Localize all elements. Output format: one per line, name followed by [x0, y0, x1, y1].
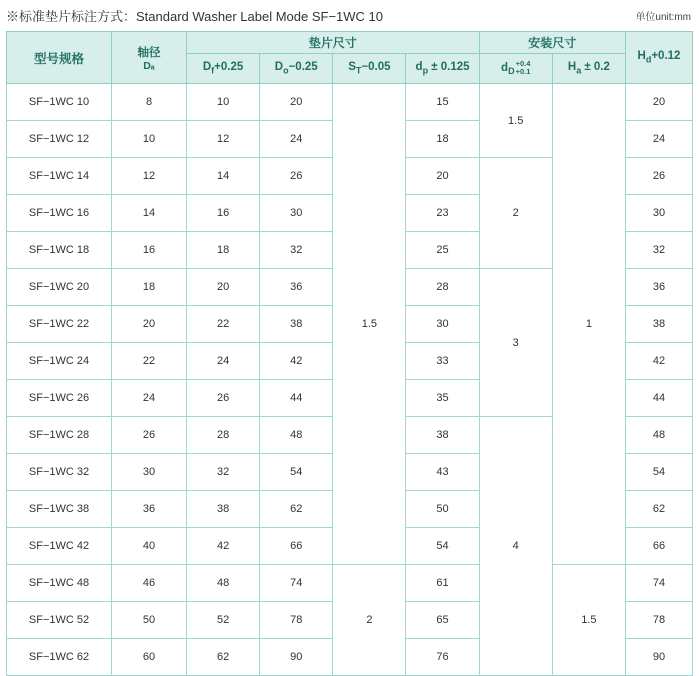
- cell-model: SF−1WC 14: [7, 158, 112, 195]
- cell-do: 38: [260, 306, 333, 343]
- cell-hd: 32: [626, 232, 693, 269]
- cell-df: 38: [187, 491, 260, 528]
- col-header-shaft-diameter-label: 轴径: [137, 46, 161, 59]
- cell-dp: 20: [406, 158, 479, 195]
- cell-df: 52: [187, 602, 260, 639]
- cell-model: SF−1WC 24: [7, 343, 112, 380]
- col-header-do-tolerance: −0.25: [288, 61, 318, 74]
- col-header-st-tolerance: −0.05: [361, 61, 391, 74]
- col-header-ha-subscript: a: [576, 65, 582, 76]
- table-body: [7, 84, 693, 676]
- cell-df: 18: [187, 232, 260, 269]
- cell-do: 44: [260, 380, 333, 417]
- col-header-df-subscript: f: [211, 65, 215, 76]
- cell-df: 62: [187, 639, 260, 676]
- cell-do: 48: [260, 417, 333, 454]
- cell-dp: 25: [406, 232, 479, 269]
- cell-dp: 50: [406, 491, 479, 528]
- cell-hd: 30: [626, 195, 693, 232]
- washer-spec-table: [6, 31, 693, 676]
- cell-dd: 3: [479, 269, 552, 417]
- cell-shaft-diameter: 20: [112, 306, 187, 343]
- cell-dp: 35: [406, 380, 479, 417]
- cell-do: 32: [260, 232, 333, 269]
- cell-do: 90: [260, 639, 333, 676]
- cell-hd: 24: [626, 121, 693, 158]
- cell-shaft-diameter: 24: [112, 380, 187, 417]
- cell-hd: 26: [626, 158, 693, 195]
- cell-dd: 2: [479, 158, 552, 269]
- cell-hd: 74: [626, 565, 693, 602]
- cell-model: SF−1WC 32: [7, 454, 112, 491]
- col-header-dd-tolerance: [516, 60, 531, 76]
- cell-st: 2: [333, 565, 406, 676]
- cell-model: SF−1WC 52: [7, 602, 112, 639]
- col-header-dd: [479, 54, 552, 84]
- cell-shaft-diameter: 16: [112, 232, 187, 269]
- cell-do: 20: [260, 84, 333, 121]
- col-header-st: [333, 54, 406, 84]
- col-header-dp-tolerance: ± 0.125: [431, 61, 470, 74]
- cell-do: 78: [260, 602, 333, 639]
- cell-do: 42: [260, 343, 333, 380]
- col-header-df: [187, 54, 260, 84]
- col-header-dd-tolerance-upper: +0.4: [515, 59, 531, 69]
- cell-do: 24: [260, 121, 333, 158]
- col-header-ha: [552, 54, 625, 84]
- table-row: [7, 565, 693, 602]
- col-header-do: [260, 54, 333, 84]
- cell-shaft-diameter: 30: [112, 454, 187, 491]
- header-row-groups: [7, 32, 693, 54]
- cell-df: 12: [187, 121, 260, 158]
- cell-shaft-diameter: 46: [112, 565, 187, 602]
- cell-hd: 90: [626, 639, 693, 676]
- cell-df: 42: [187, 528, 260, 565]
- cell-shaft-diameter: 14: [112, 195, 187, 232]
- col-header-washer-dimensions: 垫片尺寸: [187, 32, 480, 54]
- unit-note: 单位unit:mm: [635, 12, 691, 23]
- cell-df: 14: [187, 158, 260, 195]
- cell-df: 22: [187, 306, 260, 343]
- cell-dp: 65: [406, 602, 479, 639]
- cell-shaft-diameter: 36: [112, 491, 187, 528]
- col-header-df-symbol: D: [202, 61, 212, 74]
- cell-model: SF−1WC 28: [7, 417, 112, 454]
- cell-do: 30: [260, 195, 333, 232]
- cell-model: SF−1WC 22: [7, 306, 112, 343]
- table-row: [7, 84, 693, 121]
- cell-model: SF−1WC 26: [7, 380, 112, 417]
- col-header-hd-subscript: d: [645, 54, 652, 65]
- cell-shaft-diameter: 22: [112, 343, 187, 380]
- page-title: ※标准垫片标注方式：Standard Washer Label Mode SF−1WC 10: [6, 9, 384, 24]
- cell-dp: 38: [406, 417, 479, 454]
- cell-hd: 54: [626, 454, 693, 491]
- cell-df: 28: [187, 417, 260, 454]
- cell-df: 20: [187, 269, 260, 306]
- cell-dp: 15: [406, 84, 479, 121]
- col-header-dd-symbol: d: [501, 62, 509, 75]
- cell-shaft-diameter: 26: [112, 417, 187, 454]
- cell-dd: 4: [479, 417, 552, 676]
- col-header-ha-tolerance: ± 0.2: [584, 61, 610, 74]
- cell-df: 48: [187, 565, 260, 602]
- cell-model: SF−1WC 16: [7, 195, 112, 232]
- cell-ha: 1: [552, 84, 625, 565]
- cell-dp: 43: [406, 454, 479, 491]
- col-header-st-subscript: T: [355, 65, 362, 76]
- cell-shaft-diameter: 40: [112, 528, 187, 565]
- cell-dp: 28: [406, 269, 479, 306]
- col-header-st-symbol: S: [348, 61, 356, 74]
- cell-shaft-diameter: 10: [112, 121, 187, 158]
- cell-model: SF−1WC 20: [7, 269, 112, 306]
- cell-shaft-diameter: 18: [112, 269, 187, 306]
- cell-dp: 30: [406, 306, 479, 343]
- col-header-dp: [406, 54, 479, 84]
- col-header-dp-subscript: p: [422, 65, 429, 76]
- cell-dp: 61: [406, 565, 479, 602]
- col-header-df-tolerance: +0.25: [214, 61, 244, 74]
- cell-hd: 48: [626, 417, 693, 454]
- cell-hd: 66: [626, 528, 693, 565]
- col-header-dp-symbol: d: [415, 61, 423, 74]
- cell-hd: 78: [626, 602, 693, 639]
- cell-dd: 1.5: [479, 84, 552, 158]
- col-header-model: 型号规格: [7, 32, 112, 84]
- col-header-dd-tolerance-lower: +0.1: [515, 67, 531, 77]
- col-header-install-dimensions: 安装尺寸: [479, 32, 625, 54]
- cell-shaft-diameter: 8: [112, 84, 187, 121]
- cell-do: 54: [260, 454, 333, 491]
- cell-dp: 54: [406, 528, 479, 565]
- cell-df: 10: [187, 84, 260, 121]
- cell-hd: 20: [626, 84, 693, 121]
- cell-st: 1.5: [333, 84, 406, 565]
- cell-model: SF−1WC 38: [7, 491, 112, 528]
- cell-df: 26: [187, 380, 260, 417]
- cell-hd: 62: [626, 491, 693, 528]
- col-header-dd-subscript: D: [508, 66, 515, 77]
- cell-shaft-diameter: 50: [112, 602, 187, 639]
- cell-df: 16: [187, 195, 260, 232]
- cell-do: 26: [260, 158, 333, 195]
- col-header-shaft-diameter-symbol: Dₐ: [143, 59, 155, 72]
- cell-model: SF−1WC 42: [7, 528, 112, 565]
- col-header-shaft-diameter: [112, 32, 187, 84]
- cell-model: SF−1WC 10: [7, 84, 112, 121]
- cell-do: 74: [260, 565, 333, 602]
- cell-hd: 38: [626, 306, 693, 343]
- cell-model: SF−1WC 62: [7, 639, 112, 676]
- cell-dp: 33: [406, 343, 479, 380]
- col-header-do-subscript: o: [283, 65, 289, 76]
- cell-do: 36: [260, 269, 333, 306]
- cell-model: SF−1WC 18: [7, 232, 112, 269]
- cell-ha: 1.5: [552, 565, 625, 676]
- col-header-hd-tolerance: +0.12: [651, 50, 681, 63]
- cell-df: 24: [187, 343, 260, 380]
- cell-hd: 36: [626, 269, 693, 306]
- cell-df: 32: [187, 454, 260, 491]
- cell-hd: 42: [626, 343, 693, 380]
- col-header-hd: [626, 32, 693, 84]
- page-header: [0, 0, 699, 31]
- cell-dp: 23: [406, 195, 479, 232]
- col-header-do-symbol: D: [274, 61, 284, 74]
- cell-model: SF−1WC 12: [7, 121, 112, 158]
- cell-dp: 76: [406, 639, 479, 676]
- cell-do: 62: [260, 491, 333, 528]
- col-header-hd-symbol: H: [637, 50, 646, 63]
- cell-shaft-diameter: 60: [112, 639, 187, 676]
- col-header-ha-symbol: H: [567, 61, 577, 74]
- table-header: [7, 32, 693, 84]
- cell-hd: 44: [626, 380, 693, 417]
- cell-model: SF−1WC 48: [7, 565, 112, 602]
- cell-do: 66: [260, 528, 333, 565]
- cell-dp: 18: [406, 121, 479, 158]
- cell-shaft-diameter: 12: [112, 158, 187, 195]
